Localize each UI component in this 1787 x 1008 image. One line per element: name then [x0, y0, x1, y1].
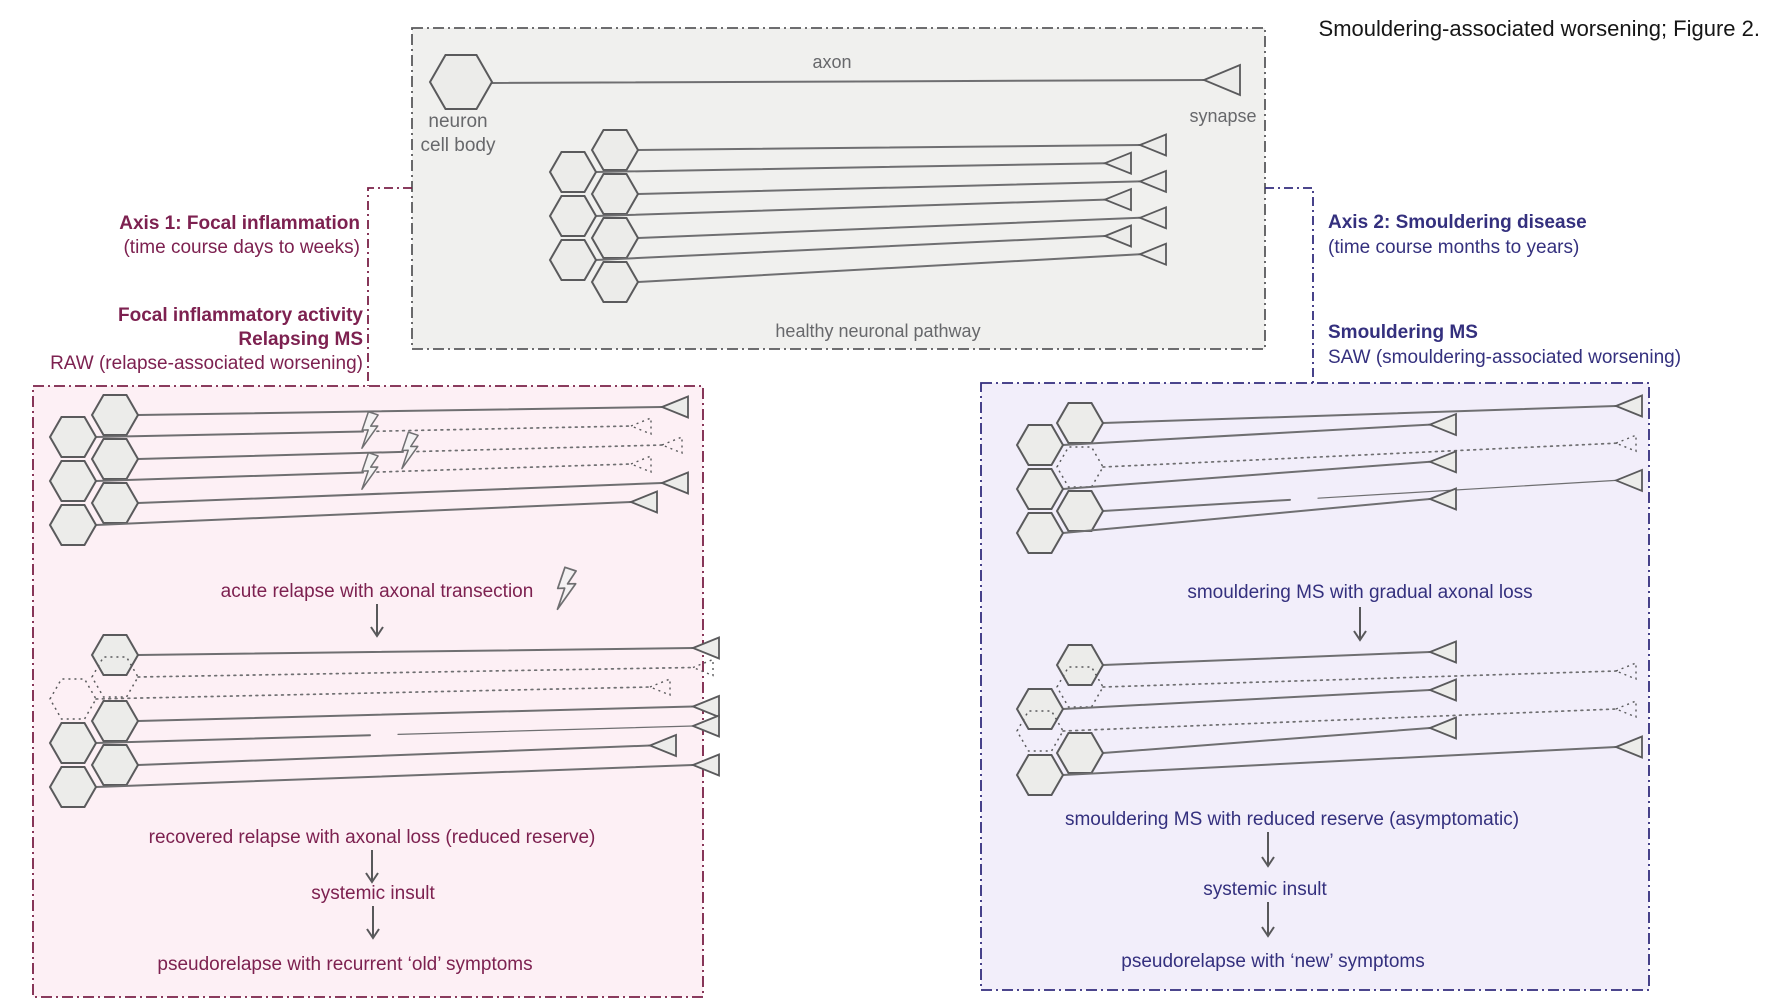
neuron-hexagon: [50, 723, 96, 763]
neuron-hexagon: [1017, 513, 1063, 553]
axis1-abbr-line: RAW (relapse-associated worsening): [50, 353, 363, 374]
healthy-pathway-caption: healthy neuronal pathway: [775, 321, 981, 341]
neuron-hexagon: [92, 483, 138, 523]
axis1-heading: Axis 1: Focal inflammation: [119, 213, 360, 234]
axis1-activity-line: Focal inflammatory activity: [118, 305, 363, 326]
neuron-cell-body-label-line2: cell body: [420, 135, 496, 156]
neuron-hexagon: [550, 196, 596, 236]
axis2-timecourse: (time course months to years): [1328, 237, 1580, 258]
neuron-hexagon: [50, 461, 96, 501]
neuron-hexagon: [1057, 733, 1103, 773]
saw-stage1-caption: smouldering MS with gradual axonal loss: [1187, 582, 1533, 603]
axis1-disease-line: Relapsing MS: [238, 329, 363, 350]
neuron-hexagon: [50, 767, 96, 807]
neuron-hexagon: [92, 395, 138, 435]
neuron-hexagon: [92, 745, 138, 785]
neuron-hexagon: [1017, 469, 1063, 509]
neuron-hexagon: [592, 130, 638, 170]
neuron-hexagon: [92, 635, 138, 675]
synapse-label: synapse: [1189, 106, 1257, 126]
neuron-hexagon: [550, 152, 596, 192]
axis2-abbr-line: SAW (smouldering-associated worsening): [1328, 347, 1682, 368]
neuron-hexagon: [50, 417, 96, 457]
neuron-hexagon: [50, 505, 96, 545]
neuron-hexagon: [592, 262, 638, 302]
figure-title: Smouldering-associated worsening; Figure 2.: [1318, 16, 1760, 41]
neuron-hexagon: [1017, 755, 1063, 795]
raw-stage2-caption: recovered relapse with axonal loss (reduced reserve): [148, 827, 596, 848]
raw-stage1-caption: acute relapse with axonal transection: [220, 581, 534, 602]
raw-stage3-caption: systemic insult: [311, 883, 435, 904]
neuron-hexagon: [1057, 491, 1103, 531]
neuron-hexagon: [1017, 425, 1063, 465]
neuron-hexagon: [1017, 689, 1063, 729]
axis2-heading: Axis 2: Smouldering disease: [1328, 212, 1587, 233]
axon-label: axon: [812, 52, 852, 72]
neuron-cell-body-label-line1: neuron: [428, 111, 488, 132]
axis2-connector-line: [1265, 188, 1313, 383]
neuron-hexagon: [1057, 403, 1103, 443]
neuron-hexagon: [592, 174, 638, 214]
raw-stage4-caption: pseudorelapse with recurrent ‘old’ symptoms: [157, 954, 533, 975]
saw-stage4-caption: pseudorelapse with ‘new’ symptoms: [1121, 951, 1425, 972]
neuron-hexagon: [92, 439, 138, 479]
saw-stage2-caption: smouldering MS with reduced reserve (asymptomatic): [1064, 809, 1520, 830]
axis2-disease-line: Smouldering MS: [1328, 322, 1478, 343]
neuron-hexagon: [592, 218, 638, 258]
saw-stage3-caption: systemic insult: [1203, 879, 1327, 900]
neuron-hexagon: [92, 701, 138, 741]
axis1-timecourse: (time course days to weeks): [123, 237, 360, 258]
neuron-hexagon: [550, 240, 596, 280]
neuron-hexagon: [1057, 645, 1103, 685]
axis1-connector-line: [368, 188, 412, 386]
